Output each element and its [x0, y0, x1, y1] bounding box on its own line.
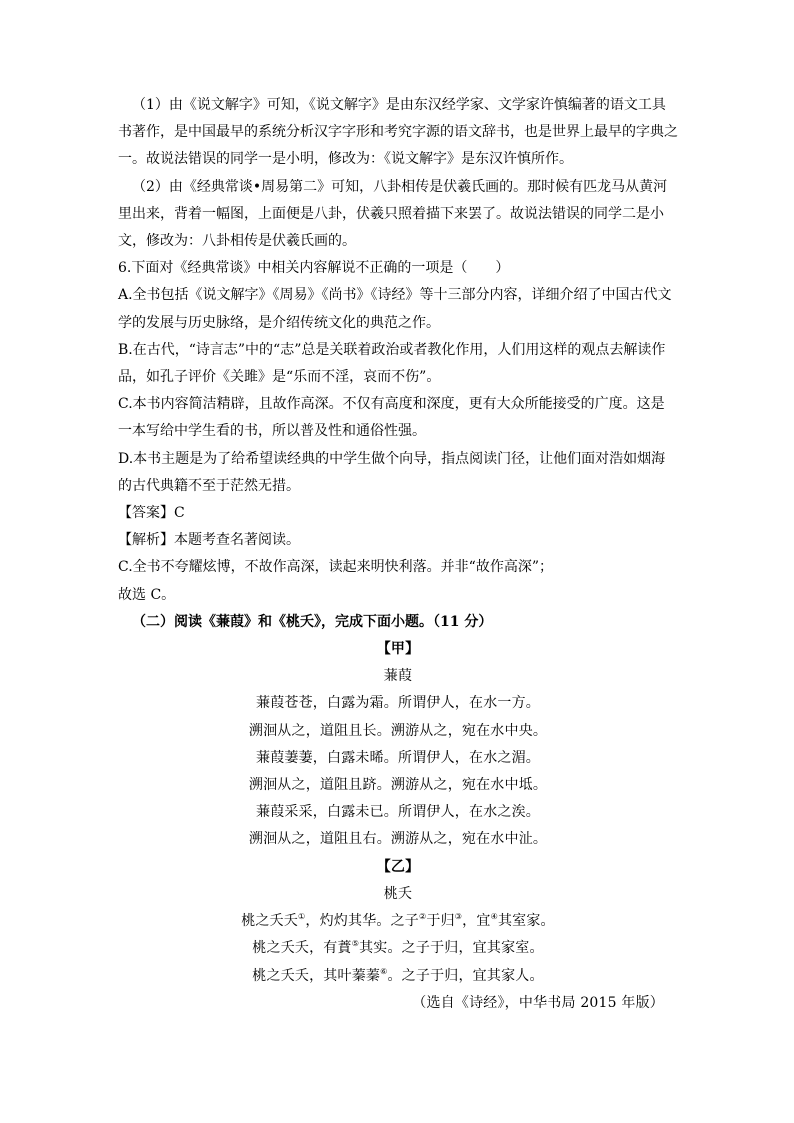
option-c: C.本书内容简洁精辟，且故作高深。不仅有高度和深度，更有大众所能接受的广度。这是一本写给中学生看的书，所以普及性和通俗性强。 [118, 396, 665, 440]
analysis-paragraph-1: （1）由《说文解字》可知，《说文解字》是由东汉经学家、文学家许慎编著的语文工具书著作，是中国最早的系统分析汉字字形和考究字源的语文辞书，也是世界上最早的字典之一。故说法错误的同学一是小明，修改为：《说文解字》是东汉许慎所作。 [118, 97, 678, 168]
poem-jia-line: 蒹葭苍苍，白露为霜。所谓伊人，在水一方。 [256, 695, 540, 712]
poem-yi [118, 854, 678, 1017]
poem-text: 其实。之子于归，宜其家室。 [359, 940, 544, 957]
question-6-stem: 6.下面对《经典常谈》中相关内容解说不正确的一项是（ ） [118, 260, 510, 277]
poem-text: 。之子于归，宜其家人。 [387, 967, 544, 984]
poem-text: ，灼灼其华。之子 [305, 913, 420, 930]
poem-text: 桃之夭夭，有蕡 [252, 940, 352, 957]
poem-text: 桃之夭夭，其叶蓁蓁 [252, 967, 381, 984]
option-a: A.全书包括《说文解字》《周易》《尚书》《诗经》等十三部分内容，详细介绍了中国古代文学的发展与历史脉络，是介绍传统文化的典范之作。 [118, 287, 672, 331]
poem-jia-line: 溯洄从之，道阻且跻。溯游从之，宛在水中坻。 [248, 777, 548, 794]
poem-yi-line-3 [118, 963, 678, 990]
footnote-marker: ⑤ [351, 939, 360, 949]
poem-text: 于归 [426, 913, 455, 930]
poem-text: 其室家。 [497, 913, 555, 930]
poem-jia-title: 蒹葭 [383, 668, 413, 685]
poem-yi-marker: 【乙】 [376, 858, 420, 875]
poem-jia [118, 636, 678, 854]
section-2-heading: （二）阅读《蒹葭》和《桃夭》，完成下面小题。（11 分） [132, 613, 493, 630]
poem-jia-line: 溯洄从之，道阻且右。溯游从之，宛在水中沚。 [248, 831, 548, 848]
reason-line: C.全书不夸耀炫博，不故作高深，读起来明快利落。并非“故作高深”； [118, 559, 553, 576]
poem-yi-title: 桃夭 [383, 885, 413, 902]
option-b: B.在古代，“诗言志”中的“志”总是关联着政治或者教化作用，人们用这样的观点去解读作品，如孔子评价《关雎》是“乐而不淫，哀而不伤”。 [118, 341, 666, 386]
answer-line: 【答案】C [118, 505, 185, 522]
footnote-marker: ③ [454, 912, 463, 922]
option-d: D.本书主题是为了给希望读经典的中学生做个向导，指点阅读门径，让他们面对浩如烟海的古代典籍不至于茫然无措。 [118, 450, 666, 494]
footnote-marker: ⑥ [380, 966, 388, 976]
footnote-marker: ④ [490, 912, 498, 922]
analysis-paragraph-2: （2）由《经典常谈•周易第二》可知，八卦相传是伏羲氏画的。那时候有匹龙马从黄河里出来，背着一幅图，上面便是八卦，伏羲只照着描下来罢了。故说法错误的同学二是小文，修改为：八卦相传是伏羲氏画的。 [118, 178, 668, 250]
poem-jia-marker: 【甲】 [376, 641, 420, 658]
poem-jia-line: 蒹葭萋萋，白露未晞。所谓伊人，在水之湄。 [256, 749, 540, 766]
explanation-line: 【解析】本题考查名著阅读。 [118, 532, 300, 549]
poem-yi-line-2 [118, 935, 678, 962]
conclusion-line: 故选 C。 [118, 586, 176, 603]
poem-source: （选自《诗经》，中华书局 2015 年版） [412, 994, 664, 1011]
poem-text: ，宜 [462, 913, 491, 930]
footnote-marker: ① [298, 912, 306, 922]
footnote-marker: ② [419, 912, 427, 922]
poem-text: 桃之夭夭 [241, 913, 299, 930]
page-content [118, 92, 678, 1017]
poem-jia-line: 溯洄从之，道阻且长。溯游从之，宛在水中央。 [248, 722, 548, 739]
poem-jia-line: 蒹葭采采，白露未已。所谓伊人，在水之涘。 [256, 804, 540, 821]
poem-yi-line-1 [118, 908, 678, 935]
